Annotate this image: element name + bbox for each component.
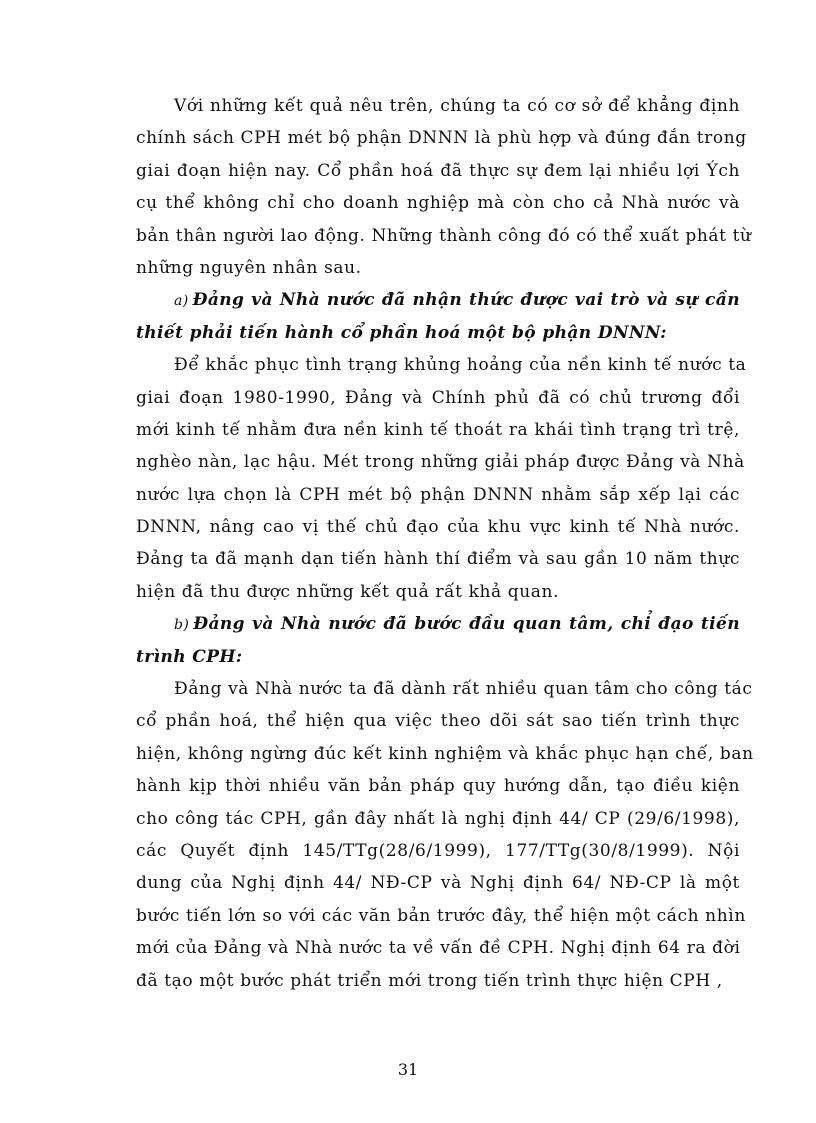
section-heading-b-continued: trình CPH:: [136, 646, 243, 667]
paragraph-line: cho công tác CPH, gần đây nhất là nghị định 44/ CP (29/6/1998),: [136, 808, 740, 829]
paragraph-line: hiện đã thu được những kết quả rất khả quan.: [136, 581, 560, 602]
heading-text: Đảng và Nhà nước đã bước đầu quan tâm, chỉ đạo tiến: [193, 614, 740, 635]
paragraph-line: hiện, không ngừng đúc kết kinh nghiệm và khắc phục hạn chế, ban: [136, 743, 754, 764]
paragraph-line: Với những kết quả nêu trên, chúng ta có cơ sở để khẳng định: [174, 96, 740, 116]
paragraph-line: nghèo nàn, lạc hậu. Mét trong những giải pháp được Đảng và Nhà: [136, 452, 745, 473]
paragraph-line: Đảng và Nhà nước ta đã dành rất nhiều quan tâm cho công tác: [174, 679, 753, 700]
paragraph-line: nước lựa chọn là CPH mét bộ phận DNNN nhằm sắp xếp lại các: [136, 484, 740, 505]
paragraph-line: những nguyên nhân sau.: [136, 257, 362, 278]
section-heading-b: [136, 608, 740, 640]
paragraph-line: mới của Đảng và Nhà nước ta về vấn đề CPH. Nghị định 64 ra đời: [136, 938, 741, 959]
page-number: 31: [397, 1060, 419, 1079]
section-heading-a: [136, 284, 740, 316]
paragraph-line: chính sách CPH mét bộ phận DNNN là phù hợp và đúng đắn trong: [136, 128, 747, 149]
heading-marker-b: b): [174, 617, 190, 634]
paragraph-line: Để khắc phục tình trạng khủng hoảng của nền kinh tế nước ta: [174, 355, 747, 376]
paragraph-line: Đảng ta đã mạnh dạn tiến hành thí điểm và sau gần 10 năm thực: [136, 549, 740, 570]
paragraph-line: giai đoạn hiện nay. Cổ phần hoá đã thực sự đem lại nhiều lợi Ých: [136, 160, 740, 181]
heading-text: Đảng và Nhà nước đã nhận thức được vai trò và sự cần: [192, 290, 740, 311]
heading-marker-a: a): [174, 293, 189, 310]
paragraph-line: DNNN, nâng cao vị thế chủ đạo của khu vực kinh tế Nhà nước.: [136, 517, 740, 538]
paragraph-line: hành kịp thời nhiều văn bản pháp quy hướng dẫn, tạo điều kiện: [136, 776, 740, 797]
paragraph-line: bước tiến lớn so với các văn bản trước đây, thể hiện một cách nhìn: [136, 905, 746, 926]
paragraph-line: mới kinh tế nhằm đưa nền kinh tế thoát ra khái tình trạng trì trệ,: [136, 419, 740, 440]
paragraph-line: đã tạo một bước phát triển mới trong tiến trình thực hiện CPH ,: [136, 970, 723, 991]
paragraph-line: cổ phần hoá, thể hiện qua việc theo dõi sát sao tiến trình thực: [136, 711, 740, 732]
section-heading-a-continued: thiết phải tiến hành cổ phần hoá một bộ phận DNNN:: [136, 322, 667, 343]
paragraph-line: bản thân người lao động. Những thành công đó có thể xuất phát từ: [136, 225, 752, 246]
body-text: [136, 90, 754, 997]
paragraph-line: giai đoạn 1980-1990, Đảng và Chính phủ đã có chủ trương đổi: [136, 387, 740, 408]
paragraph-line: cụ thể không chỉ cho doanh nghiệp mà còn cho cả Nhà nước và: [136, 193, 740, 214]
paragraph-line: các Quyết định 145/TTg(28/6/1999), 177/TTg(30/8/1999). Nội: [136, 840, 740, 861]
paragraph-line: dung của Nghị định 44/ NĐ-CP và Nghị định 64/ NĐ-CP là một: [136, 873, 740, 894]
